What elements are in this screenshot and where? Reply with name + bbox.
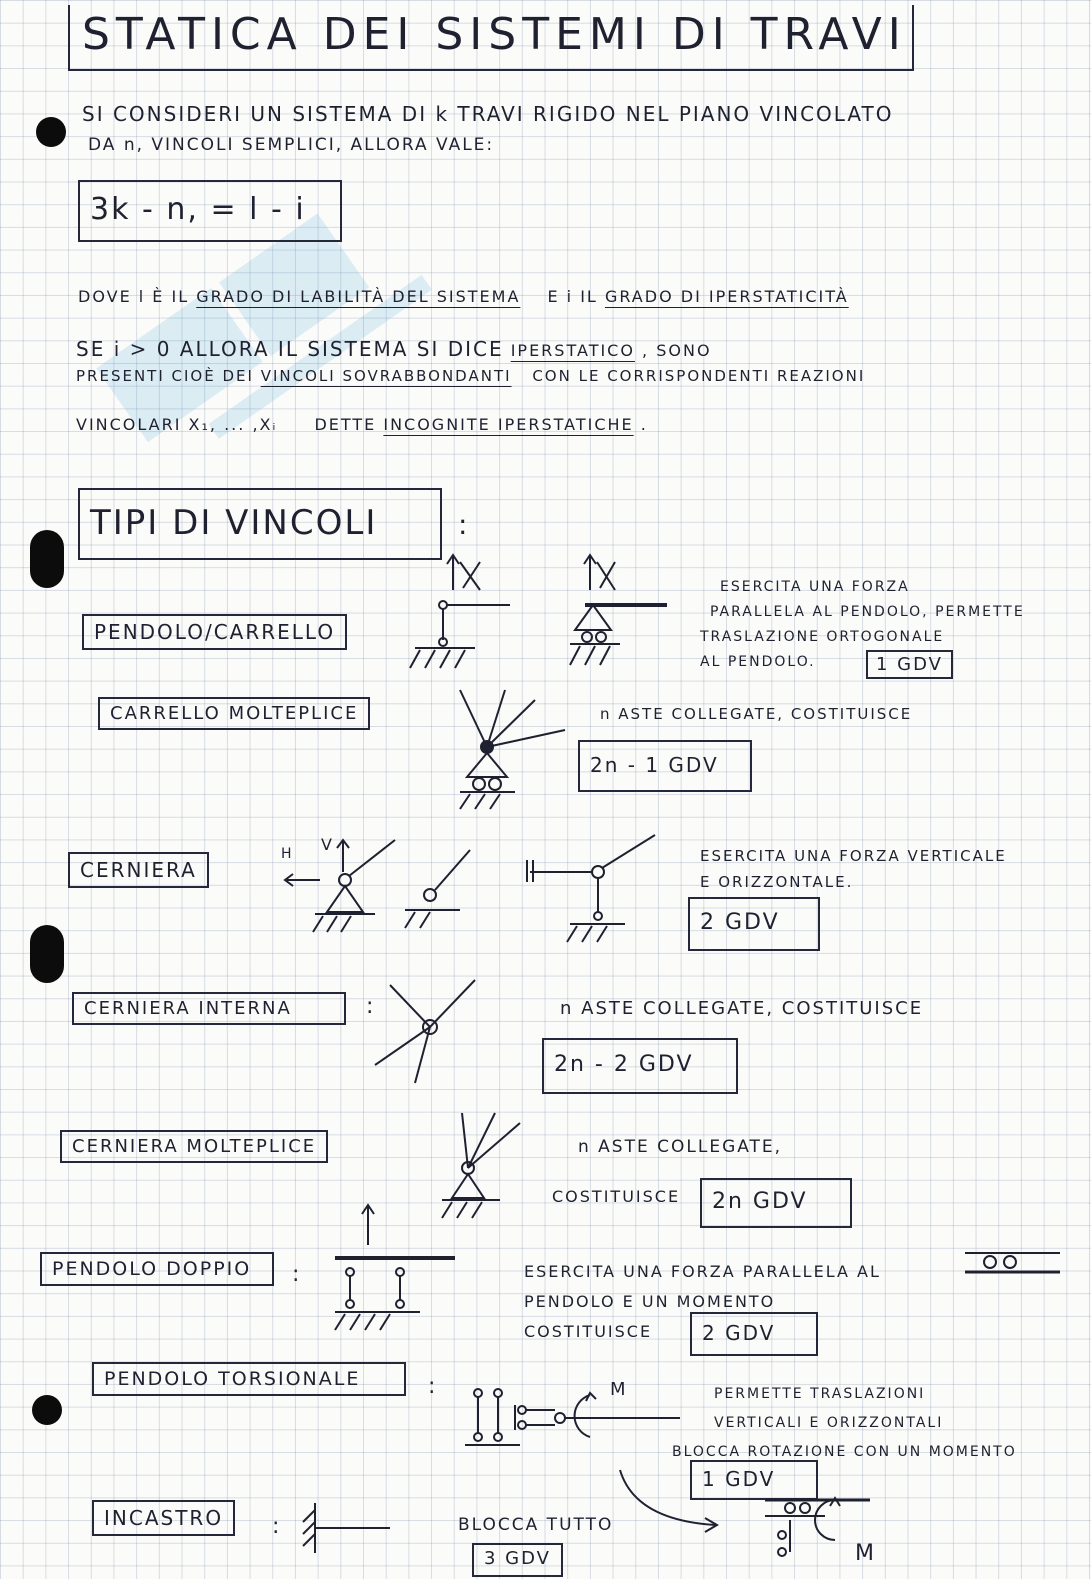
gdv-box: 3 GDV: [472, 1543, 563, 1577]
page-title-text: STATICA DEI SISTEMI DI TRAVI: [82, 9, 907, 60]
binder-hole: [32, 1395, 62, 1425]
constraint-desc: BLOCCA TUTTO: [458, 1515, 614, 1535]
double-pendulum-diagram: [330, 1200, 460, 1335]
gdv-box: 2n - 2 GDV: [542, 1038, 738, 1094]
formula: 3k - n, = l - i: [90, 192, 306, 227]
unknowns-prefix: VINCOLARI X₁, ... ,Xᵢ: [76, 415, 278, 434]
desc-line: VERTICALI E ORIZZONTALI: [714, 1415, 944, 1431]
hyperstatic-line: [76, 337, 712, 361]
constraint-name: INCASTRO: [92, 1500, 235, 1536]
gdv-box: 1 GDV: [866, 650, 953, 679]
section-title: [78, 488, 442, 560]
desc-line: PARALLELA AL PENDOLO, PERMETTE: [710, 604, 1025, 620]
constraint-desc: [672, 1380, 1017, 1467]
hinge-diagram: [265, 820, 685, 950]
present-line: [76, 367, 865, 385]
constraint-name: CERNIERA INTERNA: [72, 992, 346, 1025]
desc-line: ESERCITA UNA FORZA VERTICALE: [700, 847, 1007, 865]
gdv-box: 2n - 1 GDV: [578, 740, 752, 792]
desc-line: TRASLAZIONE ORTOGONALE: [700, 629, 945, 645]
v-label: V: [321, 835, 332, 854]
hyperstatic-unknowns-term: INCOGNITE IPERSTATICHE: [383, 415, 634, 434]
hyperstatic-word: IPERSTATICO: [510, 341, 635, 360]
definition-prefix: DOVE l È IL: [78, 287, 190, 306]
binder-hole: [30, 925, 64, 983]
lability-term: GRADO DI LABILITÀ DEL SISTEMA: [196, 287, 521, 306]
constraint-name: PENDOLO TORSIONALE: [92, 1362, 406, 1396]
hyperstatic-suffix: , SONO: [642, 341, 712, 360]
rail-sketch: [960, 1248, 1070, 1278]
constraint-name: CARRELLO MOLTEPLICE: [98, 697, 370, 730]
gdv-box: 2n GDV: [700, 1178, 852, 1228]
moment-label: M: [610, 1379, 626, 1400]
present-suffix: CON LE CORRISPONDENTI REAZIONI: [532, 367, 866, 385]
fixed-support-diagram: [285, 1498, 395, 1558]
gdv-box: 2 GDV: [688, 897, 820, 951]
hyperstatic-term: GRADO DI IPERSTATICITÀ: [604, 287, 849, 306]
colon: :: [292, 1262, 302, 1287]
colon: :: [272, 1514, 282, 1539]
constraint-desc: n ASTE COLLEGATE, COSTITUISCE: [560, 998, 924, 1019]
h-label: H: [281, 846, 292, 862]
constraint-desc: [700, 575, 1025, 675]
binder-hole: [30, 530, 64, 588]
moment-label-2: M: [855, 1541, 874, 1566]
watermark-logo: [40, 110, 500, 530]
pendulum-diagram: [405, 550, 685, 680]
desc-line: ESERCITA UNA FORZA: [720, 579, 910, 595]
intro-line-2: DA n, VINCOLI SEMPLICI, ALLORA VALE:: [88, 135, 495, 155]
constraint-name: CERNIERA MOLTEPLICE: [60, 1130, 328, 1163]
colon: :: [366, 994, 376, 1019]
binder-hole: [36, 117, 66, 147]
desc-line: ESERCITA UNA FORZA PARALLELA AL: [524, 1262, 881, 1281]
colon: :: [428, 1374, 438, 1399]
constraint-name: CERNIERA: [68, 852, 209, 888]
gdv-box: 1 GDV: [690, 1460, 818, 1500]
constraint-desc: n ASTE COLLEGATE,: [578, 1137, 783, 1157]
desc-line: PERMETTE TRASLAZIONI: [714, 1386, 926, 1402]
constraint-desc: [700, 843, 1007, 895]
definition-mid: E i IL: [547, 287, 598, 306]
page-title: [68, 5, 914, 71]
constraint-desc: COSTITUISCE: [552, 1187, 681, 1206]
internal-hinge-diagram: [370, 975, 480, 1085]
redundant-constraints-term: VINCOLI SOVRABBONDANTI: [260, 367, 512, 385]
present-prefix: PRESENTI CIOÈ DEI: [76, 367, 254, 385]
unknowns-line: [76, 415, 648, 434]
section-colon: :: [458, 508, 470, 541]
gdv-box: 2 GDV: [690, 1312, 818, 1356]
hyperstatic-prefix: SE i > 0 ALLORA IL SISTEMA SI DICE: [76, 337, 504, 361]
torsional-pendulum-diagram: [460, 1375, 690, 1460]
constraint-name: PENDOLO/CARRELLO: [82, 614, 347, 650]
formula-box: [78, 180, 342, 242]
desc-line: COSTITUISCE: [524, 1322, 653, 1341]
intro-line-1: SI CONSIDERI UN SISTEMA DI k TRAVI RIGIDO NEL PIANO VINCOLATO: [82, 102, 894, 126]
unknowns-mid: DETTE: [314, 415, 377, 434]
equivalence-arrow: [615, 1465, 725, 1535]
definition-line: [78, 287, 849, 306]
unknowns-end: .: [640, 415, 648, 434]
constraint-name: PENDOLO DOPPIO: [40, 1252, 274, 1286]
desc-line: BLOCCA ROTAZIONE CON UN MOMENTO: [672, 1444, 1017, 1460]
desc-line: PENDOLO E UN MOMENTO: [524, 1292, 776, 1311]
multiple-roller-diagram: [455, 685, 575, 810]
desc-line: E ORIZZONTALE.: [700, 873, 854, 891]
fixed-equivalent-diagram: [760, 1490, 890, 1575]
desc-line: AL PENDOLO.: [700, 654, 816, 670]
constraint-desc: n ASTE COLLEGATE, COSTITUISCE: [600, 705, 913, 723]
section-title-text: TIPI DI VINCOLI: [90, 503, 378, 543]
